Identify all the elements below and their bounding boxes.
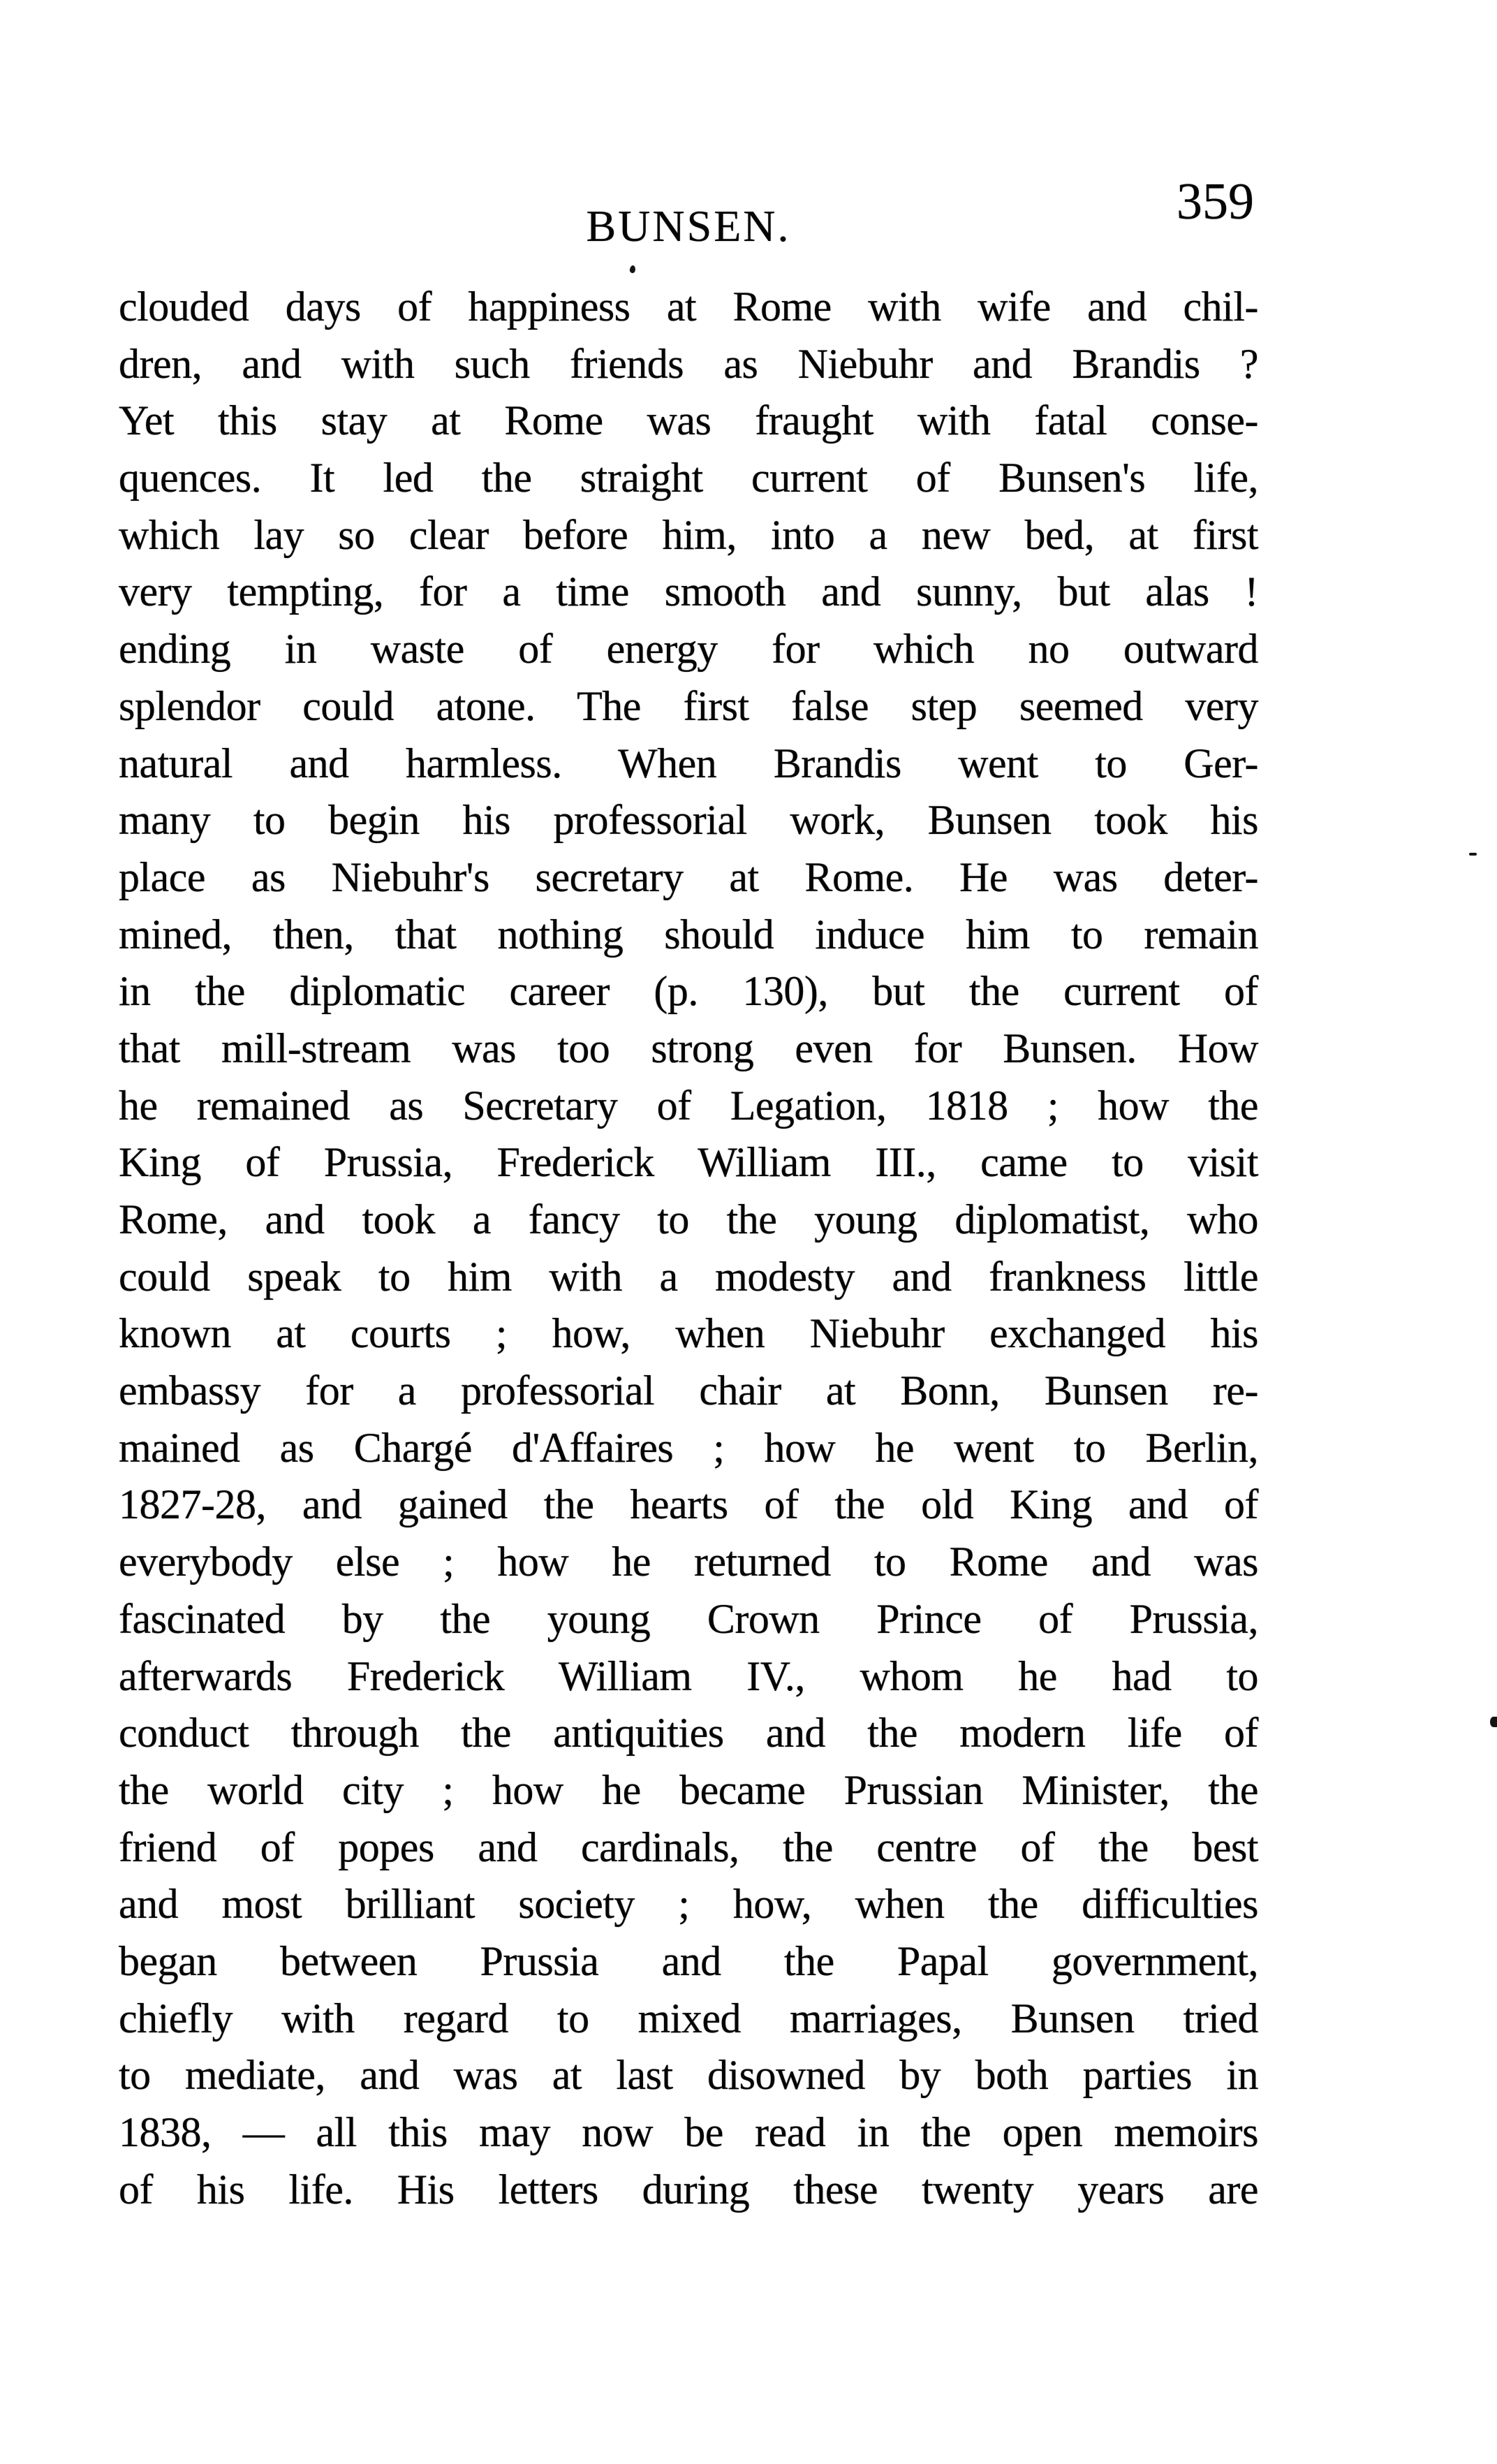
text-line: very tempting, for a time smooth and sunny, but alas ! bbox=[119, 569, 1258, 615]
text-line: quences. It led the straight current of Bunsen's life, bbox=[119, 455, 1258, 501]
text-line: clouded days of happiness at Rome with wife and chil- bbox=[119, 284, 1258, 330]
text-line: mined, then, that nothing should induce him to remain bbox=[119, 911, 1258, 958]
text-line: that mill-stream was too strong even for Bunsen. How bbox=[119, 1025, 1258, 1071]
text-line: known at courts ; how, when Niebuhr exchanged his bbox=[119, 1310, 1258, 1357]
page-number: 359 bbox=[1177, 173, 1254, 230]
text-line: place as Niebuhr's secretary at Rome. He was deter- bbox=[119, 853, 1258, 900]
text-line: and most brilliant society ; how, when the difficulties bbox=[119, 1881, 1258, 1928]
text-line: he remained as Secretary of Legation, 1818 ; how the bbox=[119, 1082, 1258, 1129]
text-line: many to begin his professorial work, Bunsen took his bbox=[119, 797, 1258, 844]
text-line: splendor could atone. The first false step seemed very bbox=[119, 682, 1258, 729]
text-line: fascinated by the young Crown Prince of Prussia, bbox=[119, 1595, 1258, 1642]
text-line: of his life. His letters during these twenty years are bbox=[119, 2166, 1258, 2213]
text-line: afterwards Frederick William IV., whom he had to bbox=[119, 1652, 1258, 1699]
ink-speck bbox=[629, 265, 635, 273]
text-line: natural and harmless. When Brandis went to Ger- bbox=[119, 740, 1258, 786]
text-line: mained as Chargé d'Affaires ; how he went to Berlin, bbox=[119, 1424, 1258, 1471]
text-line: friend of popes and cardinals, the centre of the best bbox=[119, 1824, 1258, 1870]
text-line: Rome, and took a fancy to the young diplomatist, who bbox=[119, 1196, 1258, 1242]
running-head-title: BUNSEN. bbox=[586, 201, 791, 251]
text-line: 1838, — all this may now be read in the open memoirs bbox=[119, 2109, 1258, 2155]
body-text-block bbox=[119, 279, 1258, 2218]
text-line: 1827-28, and gained the hearts of the old King and of bbox=[119, 1481, 1258, 1528]
text-line: conduct through the antiquities and the modern life of bbox=[119, 1710, 1258, 1757]
text-line: which lay so clear before him, into a new bed, at first bbox=[119, 511, 1258, 558]
ink-speck bbox=[1490, 1717, 1497, 1727]
text-line: ending in waste of energy for which no outward bbox=[119, 626, 1258, 673]
text-line: everybody else ; how he returned to Rome and was bbox=[119, 1539, 1258, 1585]
text-line: chiefly with regard to mixed marriages, Bunsen tried bbox=[119, 1995, 1258, 2041]
text-line: King of Prussia, Frederick William III., came to visit bbox=[119, 1139, 1258, 1186]
text-line: embassy for a professorial chair at Bonn, Bunsen re- bbox=[119, 1367, 1258, 1414]
text-line: could speak to him with a modesty and frankness little bbox=[119, 1253, 1258, 1300]
text-line: the world city ; how he became Prussian Minister, the bbox=[119, 1766, 1258, 1813]
text-line: to mediate, and was at last disowned by both parties in bbox=[119, 2052, 1258, 2099]
text-line: Yet this stay at Rome was fraught with fatal conse- bbox=[119, 397, 1258, 444]
text-line: began between Prussia and the Papal government, bbox=[119, 1937, 1258, 1984]
text-line: dren, and with such friends as Niebuhr and Brandis ? bbox=[119, 340, 1258, 387]
ink-speck bbox=[1469, 853, 1477, 856]
text-line: in the diplomatic career (p. 130), but the current of bbox=[119, 968, 1258, 1015]
